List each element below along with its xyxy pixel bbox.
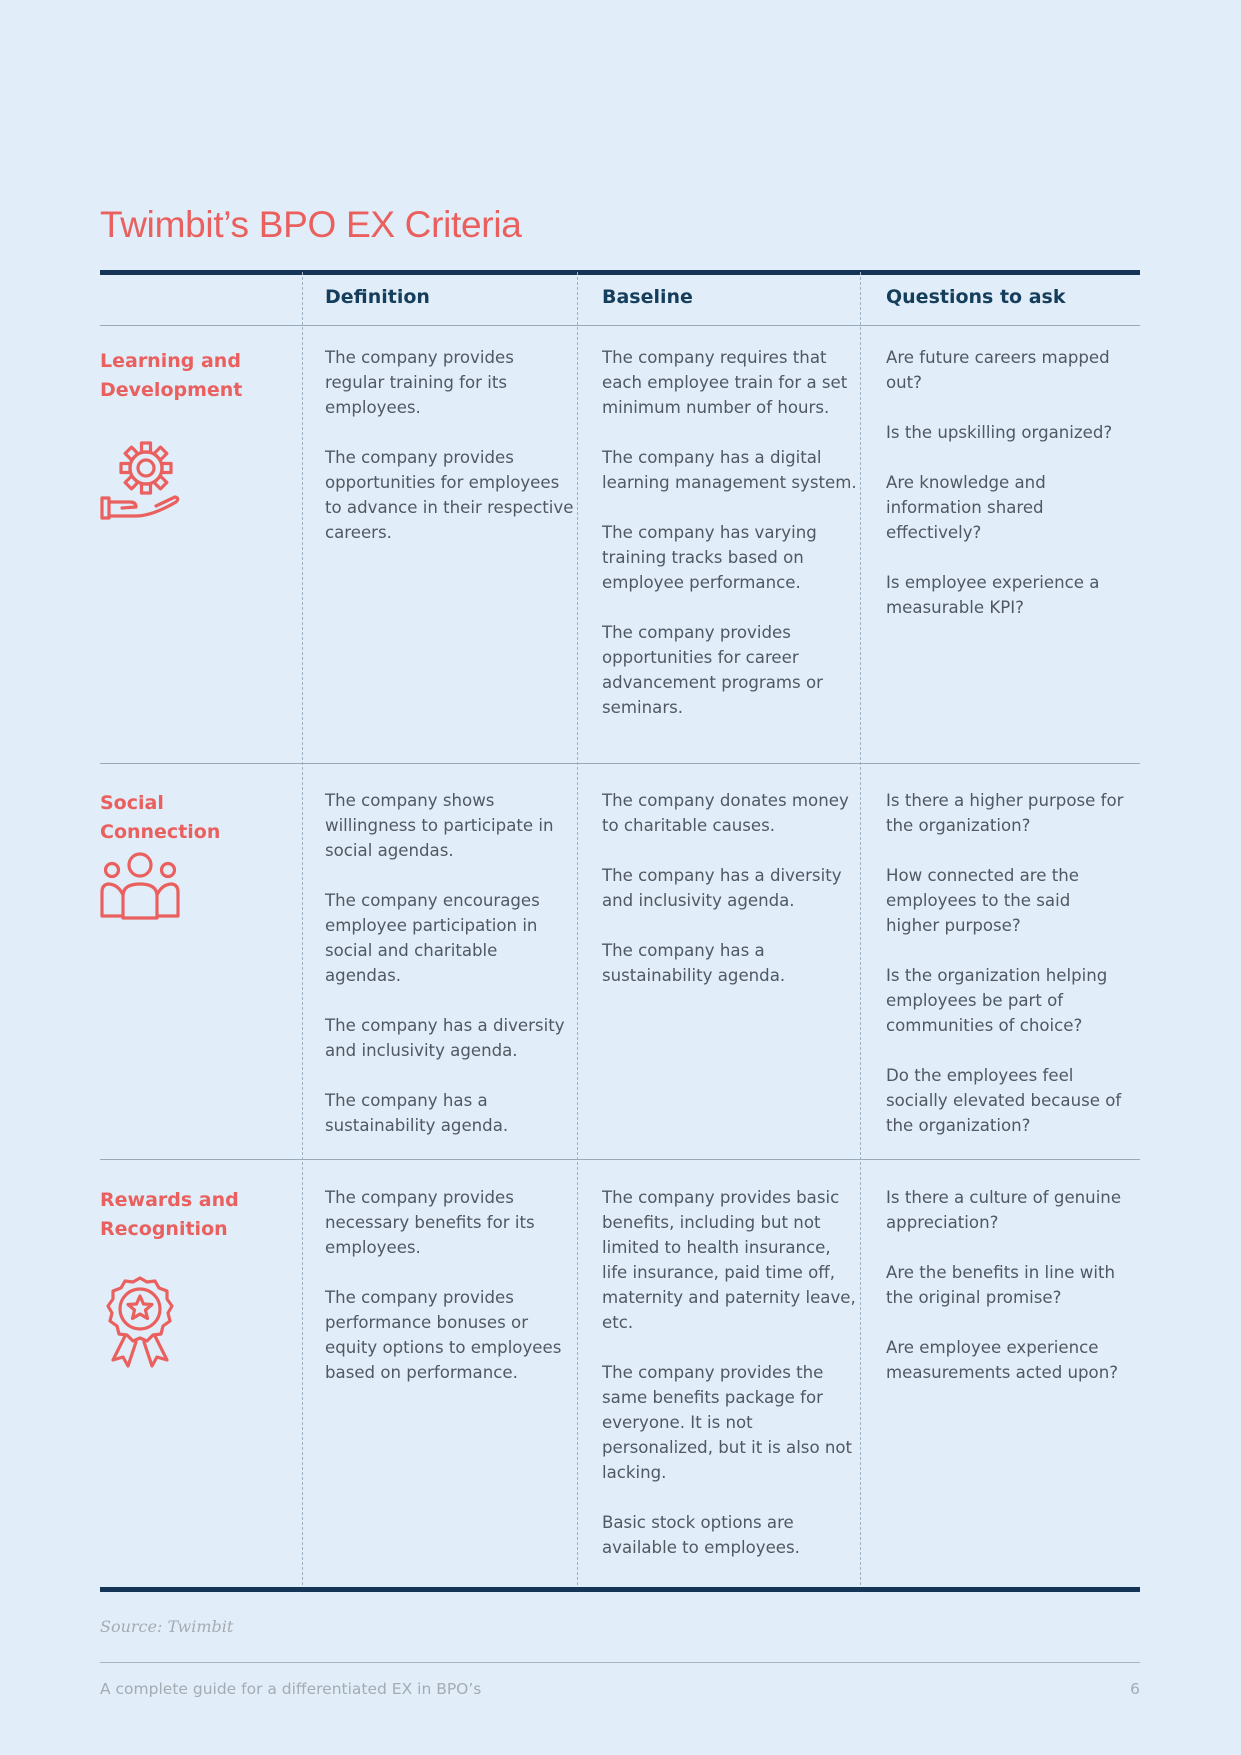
definition-cell: The company provides necessary benefits for its employees. The company provides performance bonuses or equity options to employees based on performance. <box>325 1188 562 1382</box>
gear-hand-icon <box>100 436 182 528</box>
row-divider <box>100 763 1140 764</box>
definition-cell: The company shows willingness to participate in social agendas. The company encourages employee participation in social and charitable agendas. The company has a diversity and inclusivity agenda. The company has a sustainability agenda. <box>325 791 565 1135</box>
page-title: Twimbit’s BPO EX Criteria <box>100 204 522 245</box>
table-bottom-rule <box>100 1587 1140 1592</box>
source-note: Source: Twimbit <box>100 1617 234 1636</box>
page-number: 6 <box>1130 1680 1140 1698</box>
column-header-definition: Definition <box>325 286 430 308</box>
baseline-cell: The company provides basic benefits, including but not limited to health insurance, life insurance, paid time off, maternity and paternity leave, etc. The company provides the same benefits package for everyone. It is not personalized, but it is also not lacking. Basic stock options are available to employees. <box>602 1188 856 1557</box>
questions-cell: Is there a culture of genuine appreciation? Are the benefits in line with the original promise? Are employee experience measurements acted upon? <box>886 1188 1122 1382</box>
header-divider <box>100 325 1140 326</box>
definition-cell: The company provides regular training for its employees. The company provides opportunities for employees to advance in their respective careers. <box>325 348 574 542</box>
column-divider <box>860 272 861 1590</box>
baseline-cell: The company requires that each employee train for a set minimum number of hours. The company has a digital learning management system. The company has varying training tracks based on employee performance. The company provides opportunities for career advancement programs or seminars. <box>602 348 857 717</box>
table-top-rule <box>100 270 1140 275</box>
questions-cell: Is there a higher purpose for the organization? How connected are the employees to the said higher purpose? Is the organization helping employees be part of communities of choice? Do the employees feel socially elevated because of the organization? <box>886 791 1124 1135</box>
column-header-questions: Questions to ask <box>886 286 1066 308</box>
footer-text: A complete guide for a differentiated EX in BPO’s <box>100 1680 482 1698</box>
column-header-baseline: Baseline <box>602 286 693 308</box>
footer-divider <box>100 1662 1140 1663</box>
people-group-icon <box>100 850 180 924</box>
column-divider <box>577 272 578 1590</box>
row-divider <box>100 1159 1140 1160</box>
category-label: Rewards and Recognition <box>100 1189 239 1240</box>
questions-cell: Are future careers mapped out? Is the upskilling organized? Are knowledge and information shared effectively? Is employee experience a measurable KPI? <box>886 348 1113 617</box>
category-label: Learning and Development <box>100 350 243 401</box>
award-badge-icon <box>103 1276 177 1372</box>
column-divider <box>302 272 303 1590</box>
category-label: Social Connection <box>100 792 221 843</box>
baseline-cell: The company donates money to charitable causes. The company has a diversity and inclusivity agenda. The company has a sustainability agenda. <box>602 791 849 985</box>
